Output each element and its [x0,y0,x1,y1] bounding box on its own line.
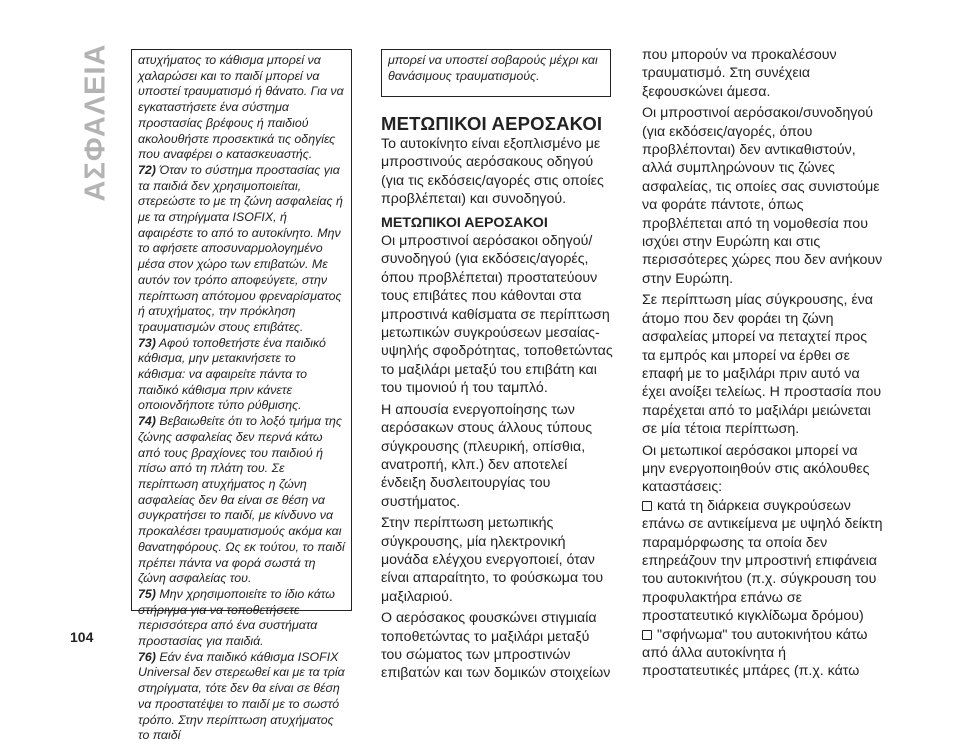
warning-note-75-text: Μην χρησιμοποιείτε το ίδιο κάτω στήριγμα για να τοποθετήσετε περισσότερα από ένα συστήματα προστασίας για παιδιά. [138,586,335,649]
inflation-continued-paragraph: που μπορούν να προκαλέσουν τραυματισμό. Στη συνέχεια ξεφουσκώνει άμεσα. [642,47,837,100]
note-number-72: 72) [138,162,156,177]
warning-note-72 [138,163,345,336]
unbelted-occupant-paragraph: Σε περίπτωση μίας σύγκρουσης, ένα άτομο που δεν φοράει τη ζώνη ασφαλείας μπορεί να πεταχτεί προς τα εμπρός και μπορεί να έρθει σε επαφή με το μαξιλάρι πριν αυτό να έχει ανοίξει τελείως. Η προστασία που παρέχεται από το μαξιλάρι μειώνεται σε μία τέτοια περίπτωση. [642,292,882,438]
bullet-item-2-text: "σφήνωμα" του αυτοκινήτου κάτω από άλλα αυτοκίνητα ή προστατευτικές μπάρες (π.χ. κάτω [642,626,868,680]
intro-paragraph: Το αυτοκίνητο είναι εξοπλισμένο με μπροστινούς αερόσακους οδηγού (για τις εκδόσεις/αγορές στις οποίες προβλέπεται) και συνοδηγού. [381,136,604,208]
front-airbags-paragraph: Οι μπροστινοί αερόσακοι οδηγού/συνοδηγού (για εκδόσεις/αγορές, όπου προβλέπεται) προστατεύουν τους επιβάτες που κάθονται στα μπροστινά καθίσματα σε περίπτωση μετωπικών συγκρούσεων μεσαίας-υψηλής σφοδρότητας, τοποθετώντας το μαξιλάρι μεταξύ του επιβάτη και του τιμονιού ή του ταμπλό. [381,233,613,397]
inflation-paragraph: Ο αερόσακος φουσκώνει στιγμιαία τοποθετώντας το μαξιλάρι μεταξύ του σώματος των μπροστινών επιβατών και των δομικών στοιχείων [381,610,611,682]
note-number-74: 74) [138,414,156,429]
warning-note-74-text: Βεβαιωθείτε ότι το λοξό τμήμα της ζώνης ασφαλείας δεν περνά κάτω από τους βραχίονες του παιδιού ή πίσω από τη πλάτη του. Σε περίπτωση ατυχήματος η ζώνη ασφαλείας δεν θα είναι σε θέση να συγκρατήσει το παιδί, με κίνδυνο να προκαλέσει τραυματισμούς ακόμα και θανατηφόρους. Ως εκ τούτου, το παιδί πρέπει πάντα να φορά σωστά τη ζώνη ασφαλείας του. [138,414,345,586]
bullet-item-2 [642,626,884,681]
warning-note-72-text: Όταν το σύστημα προστασίας για τα παιδιά δεν χρησιμοποιείται, στερεώστε το με τη ζώνη ασφαλείας ή με τα στηρίγματα ISOFIX, ή αφαιρέστε το από το αυτοκίνητο. Μην το αφήσετε αποσυναρμολογημένο μέσα στον χώρο των επιβατών. Με αυτόν τον τρόπο αποφεύγετε, στην περίπτωση απότομου φρεναρίσματος ή ατυχήματος, την πρόκληση τραυματισμών στους επιβάτες. [138,162,343,334]
warning-note-73-text: Αφού τοποθετήστε ένα παιδικό κάθισμα, μην μετακινήσετε το κάθισμα: να αφαιρείτε πάντα το παιδικό κάθισμα πριν κάνετε οποιονδήποτε τύπο ρύθμισης. [138,335,326,413]
note-number-75: 75) [138,586,156,601]
bullet-item-1 [642,497,884,626]
warning-note-continued: ατυχήματος το κάθισμα μπορεί να χαλαρώσει και το παιδί μπορεί να υποστεί τραυματισμό ή θάνατο. Για να εγκαταστήσετε ένα σύστημα προστασίας βρέφους ή παιδιού ακολουθήστε προσεκτικά τις οδηγίες που αναφέρει ο κατασκευαστής. [138,53,344,162]
square-bullet-icon [642,501,652,511]
warning-continuation-box [381,49,611,97]
bullet-item-1-text: κατά τη διάρκεια συγκρούσεων επάνω σε αντικείμενα με υψηλό δείκτη παραμόρφωσης τα οποία δεν επηρεάζουν την μπροστινή επιφάνεια του αυτοκινήτου (π.χ. σύγκρουση του προφυλακτήρα επάνω σε προστατευτικό κιγκλίδωμα δρόμου) [642,497,883,625]
warning-notes-box [131,49,352,743]
non-deployment-intro-paragraph: Οι μετωπικοί αερόσακοι μπορεί να μην ενεργοποιηθούν στις ακόλουθες καταστάσεις: [642,442,870,496]
warning-note-76-text: Εάν ένα παιδικό κάθισμα ISOFIX Universal δεν στερεωθεί και με τα τρία στηρίγματα, τότε δεν θα είναι σε θέση να προστατέψει το παιδί με το σωστό τρόπο. Στην περίπτωση ατυχήματος το παιδί [138,649,345,743]
square-bullet-icon [642,630,652,640]
note-number-76: 76) [138,649,156,664]
right-column [642,46,884,681]
non-activation-paragraph: Η απουσία ενεργοποίησης των αερόσακων στους άλλους τύπους σύγκρουσης (πλευρική, οπίσθια, ανατροπή, κλπ.) δεν αποτελεί ένδειξη δυσλειτουργίας του συστήματος. [381,401,593,510]
note-number-73: 73) [138,335,156,350]
page-number: 104 [70,629,94,645]
subsection-heading: ΜΕΤΩΠΙΚΟΙ ΑΕΡΟΣΑΚΟΙ [381,214,548,231]
middle-column [381,113,614,683]
warning-note-75 [138,587,345,650]
frontal-collision-paragraph: Στην περίπτωση μετωπικής σύγκρουσης, μία ηλεκτρονική μονάδα ελέγχου ενεργοποιεί, όταν είναι απαραίτητο, το φούσκωμα του μαξιλαριού. [381,515,604,605]
section-side-title [66,43,126,201]
seatbelt-complement-paragraph: Οι μπροστινοί αερόσακοι/συνοδηγού (για εκδόσεις/αγορές, όπου προβλέπονται) δεν αντικαθιστούν, αλλά συμπληρώνουν τις ζώνες ασφαλείας, τις οποίες σας συνιστούμε να φοράτε πάντοτε, όπως προβλέπεται από τη νομοθεσία που ισχύει στην Ευρώπη και στις περισσότερες χώρες που δεν ανήκουν στην Ευρώπη. [642,105,883,287]
warning-continuation-text: μπορεί να υποστεί σοβαρούς μέχρι και θανάσιμους τραυματισμούς. [388,53,598,83]
warning-note-73 [138,336,345,415]
warning-note-76 [138,650,345,744]
warning-note-74 [138,414,345,587]
section-side-title-text: ΑΣΦΑΛΕΙΑ [79,43,112,201]
section-heading: ΜΕΤΩΠΙΚΟΙ ΑΕΡΟΣΑΚΟΙ [381,113,603,134]
